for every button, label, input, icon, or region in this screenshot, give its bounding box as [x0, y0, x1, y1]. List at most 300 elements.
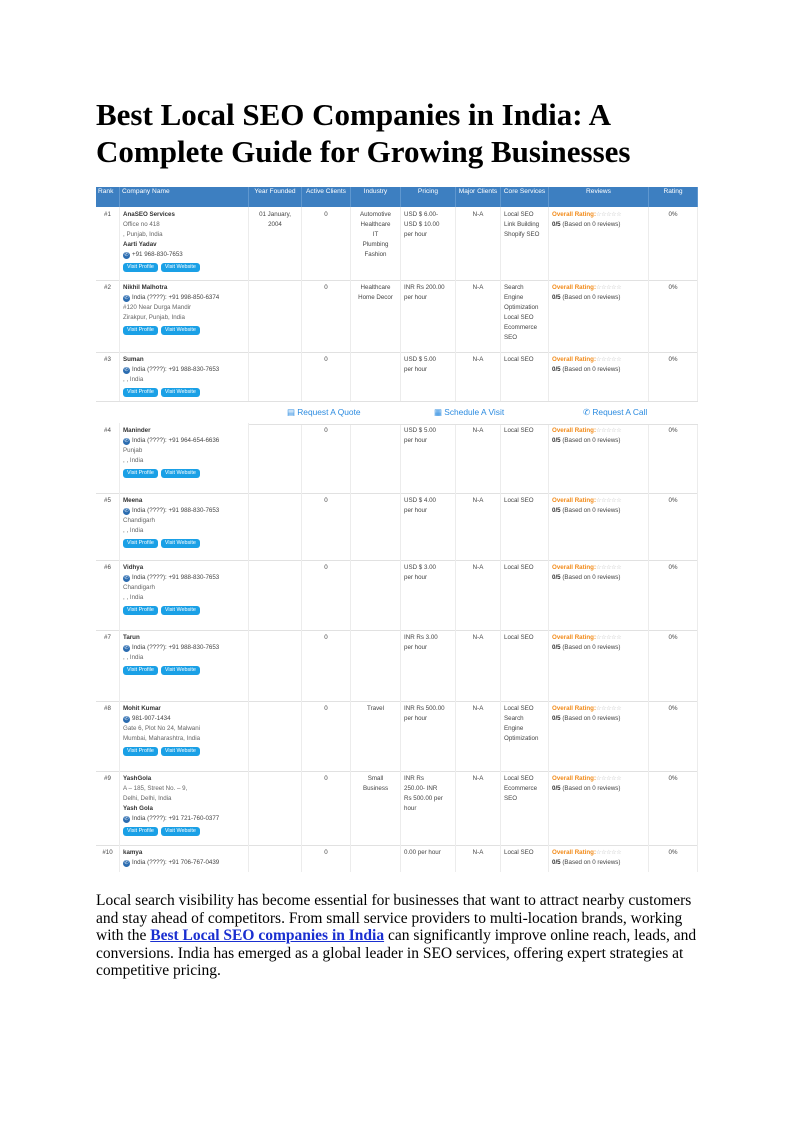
phone-icon: ✆: [124, 251, 129, 258]
phone-icon: ✆: [124, 574, 129, 581]
table-cell: [302, 560, 351, 630]
table-cell: [302, 845, 351, 872]
table-cell: [401, 423, 456, 493]
star-rating-icon: ☆☆☆☆☆: [596, 356, 622, 363]
review-score: 0/5: [552, 221, 561, 228]
table-cell: [649, 701, 698, 771]
rating-percent: 0%: [668, 849, 678, 856]
active-clients: 0: [324, 705, 328, 712]
active-clients: 0: [324, 427, 328, 434]
active-clients: 0: [324, 564, 328, 571]
review-count: (Based on 0 reviews): [562, 294, 621, 301]
core-services: Local SEO: [504, 356, 534, 363]
table-cell: [120, 630, 249, 701]
table-cell: [120, 207, 249, 280]
table-cell: [401, 207, 456, 280]
table-cell: [401, 701, 456, 771]
review-summary: [552, 293, 645, 303]
overall-rating: [552, 704, 645, 714]
table-row: [96, 845, 698, 872]
table-cell: [120, 845, 249, 872]
table-cell: [649, 352, 698, 401]
review-summary: [552, 573, 645, 583]
table-cell: [302, 423, 351, 493]
table-cell: [249, 207, 302, 280]
review-score: 0/5: [552, 644, 561, 651]
phone-number[interactable]: India (????): +91 721-760-0377: [132, 815, 220, 822]
overall-rating-label: Overall Rating:: [552, 211, 597, 218]
table-cell: [302, 352, 351, 401]
major-clients: N-A: [472, 634, 484, 641]
star-rating-icon: ☆☆☆☆☆: [596, 427, 622, 434]
table-cell: [351, 207, 401, 280]
table-cell: [456, 493, 501, 560]
company-name: AnaSEO Services: [123, 211, 175, 218]
table-cell: [549, 207, 649, 280]
header-cell: Rating: [649, 187, 698, 207]
phone-row: [123, 643, 245, 653]
review-summary: [552, 784, 645, 794]
company-name: Suman: [123, 356, 144, 363]
review-count: (Based on 0 reviews): [562, 366, 621, 373]
overall-rating-label: Overall Rating:: [552, 497, 597, 504]
table-cell: [549, 845, 649, 872]
phone-row: [123, 858, 245, 868]
rank: #1: [104, 211, 111, 218]
major-clients: N-A: [472, 705, 484, 712]
table-cell: [249, 701, 302, 771]
visit-website-button[interactable]: Visit Website: [161, 388, 200, 397]
table-cell: [649, 845, 698, 872]
table-row: [96, 207, 698, 281]
rank: #7: [104, 634, 111, 641]
phone-row: [123, 814, 245, 824]
table-cell: [96, 701, 120, 771]
industry: Healthcare Home Decor: [358, 284, 393, 301]
table-cell: [120, 701, 249, 771]
phone-number[interactable]: India (????): +91 988-830-7653: [132, 644, 220, 651]
request-quote-link[interactable]: ▤ Request A Quote: [287, 407, 361, 417]
visit-website-button[interactable]: Visit Website: [161, 263, 200, 272]
table-cell: [549, 630, 649, 701]
table-cell: [96, 845, 120, 872]
review-count: (Based on 0 reviews): [562, 437, 621, 444]
table-cell: [649, 771, 698, 845]
header-cell: Pricing: [401, 187, 456, 207]
table-row: [96, 280, 698, 353]
table-cell: [501, 630, 549, 701]
rating-percent: 0%: [668, 564, 678, 571]
pricing: INR Rs 3.00 per hour: [404, 634, 438, 651]
table-cell: [456, 701, 501, 771]
title-line-1: Best Local SEO Companies in India: A: [96, 97, 612, 132]
schedule-visit-label: Schedule A Visit: [444, 407, 505, 417]
rank: #2: [104, 284, 111, 291]
rank: #5: [104, 497, 111, 504]
active-clients: 0: [324, 775, 328, 782]
table-cell: [456, 207, 501, 280]
rating-percent: 0%: [668, 427, 678, 434]
star-rating-icon: ☆☆☆☆☆: [596, 497, 622, 504]
request-call-label: Request A Call: [592, 407, 648, 417]
button-group: [123, 747, 245, 756]
rating-percent: 0%: [668, 356, 678, 363]
table-cell: [456, 630, 501, 701]
overall-rating: [552, 496, 645, 506]
table-cell: [249, 493, 302, 560]
table-cell: [249, 771, 302, 845]
overall-rating: [552, 848, 645, 858]
table-cell: [96, 352, 120, 401]
table-cell: [120, 352, 249, 401]
visit-website-button[interactable]: Visit Website: [161, 539, 200, 548]
table-cell: [351, 560, 401, 630]
major-clients: N-A: [472, 775, 484, 782]
request-quote-label: Request A Quote: [297, 407, 361, 417]
visit-website-button[interactable]: Visit Website: [161, 827, 200, 836]
phone-icon: ✆: [124, 815, 129, 822]
review-summary: [552, 220, 645, 230]
schedule-visit-link[interactable]: ▦ Schedule A Visit: [434, 407, 505, 417]
overall-rating: [552, 283, 645, 293]
table-cell: [501, 560, 549, 630]
active-clients: 0: [324, 211, 328, 218]
contact-name: Aarti Yadav: [123, 241, 157, 248]
table-cell: [302, 701, 351, 771]
phone-row: [123, 250, 245, 260]
review-summary: [552, 506, 645, 516]
table-cell: [351, 352, 401, 401]
review-score: 0/5: [552, 859, 561, 866]
pricing: USD $ 3.00 per hour: [404, 564, 436, 581]
table-cell: [549, 423, 649, 493]
overall-rating: [552, 774, 645, 784]
phone-number[interactable]: 981-907-1434: [132, 715, 171, 722]
core-services: Local SEO: [504, 634, 534, 641]
table-cell: [649, 280, 698, 352]
major-clients: N-A: [472, 497, 484, 504]
review-count: (Based on 0 reviews): [562, 715, 621, 722]
contact-name: Yash Gola: [123, 805, 153, 812]
visit-profile-button[interactable]: Visit Profile: [123, 326, 158, 335]
phone-icon: ✆: [124, 366, 129, 373]
review-score: 0/5: [552, 574, 561, 581]
visit-website-button[interactable]: Visit Website: [161, 747, 200, 756]
table-cell: [96, 493, 120, 560]
table-cell: [501, 423, 549, 493]
table-cell: [120, 771, 249, 845]
phone-icon: ✆: [124, 437, 129, 444]
visit-profile-button[interactable]: Visit Profile: [123, 747, 158, 756]
overall-rating-label: Overall Rating:: [552, 356, 597, 363]
address-line: Office no 418: [123, 221, 160, 228]
table-cell: [249, 352, 302, 401]
table-cell: [456, 771, 501, 845]
year-founded: 01 January, 2004: [259, 211, 291, 228]
address-line: Chandigarh: [123, 517, 155, 524]
table-cell: [456, 560, 501, 630]
overall-rating-label: Overall Rating:: [552, 284, 597, 291]
request-call-link[interactable]: ✆ Request A Call: [583, 407, 648, 417]
header-cell: Active Clients: [302, 187, 351, 207]
rating-percent: 0%: [668, 211, 678, 218]
pricing: INR Rs 500.00 per hour: [404, 705, 445, 722]
rank: #10: [102, 849, 113, 856]
table-cell: [351, 493, 401, 560]
visit-website-button[interactable]: Visit Website: [161, 666, 200, 675]
button-group: [123, 326, 245, 335]
paragraph-after: can significantly improve online reach, leads, and conversions. India has emerged as a global leader in SEO services, offering expert strategies at competitive pricing.: [96, 927, 697, 980]
button-group: [123, 539, 245, 548]
major-clients: N-A: [472, 211, 484, 218]
address-line: Gate 6, Plot No 24, Malwani: [123, 725, 201, 732]
phone-row: [123, 365, 245, 375]
overall-rating: [552, 210, 645, 220]
table-cell: [501, 280, 549, 352]
industry: Small Business: [362, 775, 389, 792]
overall-rating: [552, 563, 645, 573]
table-cell: [501, 845, 549, 872]
button-group: [123, 388, 245, 397]
star-rating-icon: ☆☆☆☆☆: [596, 849, 622, 856]
address-line: Mumbai, Maharashtra, India: [123, 735, 201, 742]
table-cell: [549, 280, 649, 352]
table-cell: [249, 280, 302, 352]
header-cell: Industry: [351, 187, 401, 207]
company-name: Nikhil Malhotra: [123, 284, 168, 291]
table-cell: [351, 423, 401, 493]
core-services: Search Engine Optimization Local SEO Ecommerce SEO: [504, 284, 539, 341]
phone-number[interactable]: India (????): +91 998-850-6374: [132, 294, 220, 301]
rank: #3: [104, 356, 111, 363]
cta-bar: [249, 401, 698, 425]
table-cell: [120, 423, 249, 493]
visit-website-button[interactable]: Visit Website: [161, 606, 200, 615]
rating-percent: 0%: [668, 705, 678, 712]
table-cell: [351, 630, 401, 701]
phone-row: [123, 573, 245, 583]
table-cell: [649, 493, 698, 560]
phone-number[interactable]: India (????): +91 988-830-7653: [132, 507, 220, 514]
table-cell: [649, 207, 698, 280]
table-cell: [249, 560, 302, 630]
table-cell: [401, 352, 456, 401]
review-score: 0/5: [552, 366, 561, 373]
table-cell: [302, 493, 351, 560]
overall-rating: [552, 633, 645, 643]
visit-profile-button[interactable]: Visit Profile: [123, 469, 158, 478]
active-clients: 0: [324, 634, 328, 641]
overall-rating-label: Overall Rating:: [552, 705, 597, 712]
review-score: 0/5: [552, 294, 561, 301]
review-score: 0/5: [552, 715, 561, 722]
address-line: A – 185, Street No. – 9,: [123, 785, 188, 792]
table-cell: [96, 771, 120, 845]
table-row: [96, 701, 698, 772]
table-cell: [549, 352, 649, 401]
table-cell: [302, 207, 351, 280]
table-cell: [401, 560, 456, 630]
pricing: INR Rs 250.00- INR Rs 500.00 per hour: [404, 775, 443, 812]
visit-website-button[interactable]: Visit Website: [161, 469, 200, 478]
core-services: Local SEO Link Building Shopify SEO: [504, 211, 540, 238]
table-row: [96, 771, 698, 846]
phone-row: [123, 714, 245, 724]
industry: Automotive Healthcare IT Plumbing Fashion: [360, 211, 391, 258]
rank: #6: [104, 564, 111, 571]
phone-number[interactable]: India (????): +91 988-830-7653: [132, 574, 220, 581]
paragraph-before: Local search visibility has become essential for businesses that want to attract nearby customers and stay ahead of competitors. From small service providers to multi-location brands, working with the: [96, 892, 692, 945]
visit-profile-button[interactable]: Visit Profile: [123, 263, 158, 272]
review-count: (Based on 0 reviews): [562, 574, 621, 581]
company-name: Mohit Kumar: [123, 705, 161, 712]
major-clients: N-A: [472, 849, 484, 856]
major-clients: N-A: [472, 564, 484, 571]
table-row: [96, 560, 698, 631]
address-line: , , India: [123, 594, 144, 601]
pricing: 0.00 per hour: [404, 849, 441, 856]
title-line-2: Complete Guide for Growing Businesses: [96, 134, 631, 169]
phone-icon: ✆: [124, 644, 129, 651]
overall-rating-label: Overall Rating:: [552, 775, 597, 782]
phone-row: [123, 436, 245, 446]
table-cell: [456, 280, 501, 352]
button-group: [123, 666, 245, 675]
phone-number[interactable]: India (????): +91 964-654-6636: [132, 437, 220, 444]
overall-rating-label: Overall Rating:: [552, 634, 597, 641]
table-cell: [302, 771, 351, 845]
visit-profile-button[interactable]: Visit Profile: [123, 539, 158, 548]
core-services: Local SEO Ecommerce SEO: [504, 775, 538, 802]
best-local-seo-link[interactable]: Best Local SEO companies in India: [150, 927, 385, 945]
star-rating-icon: ☆☆☆☆☆: [596, 705, 622, 712]
company-name: Tarun: [123, 634, 140, 641]
table-cell: [249, 630, 302, 701]
core-services: Local SEO: [504, 497, 534, 504]
phone-icon: ✆: [124, 507, 129, 514]
visit-profile-button[interactable]: Visit Profile: [123, 388, 158, 397]
table-cell: [401, 493, 456, 560]
review-count: (Based on 0 reviews): [562, 221, 621, 228]
address-line: Chandigarh: [123, 584, 155, 591]
overall-rating-label: Overall Rating:: [552, 564, 597, 571]
phone-number[interactable]: +91 968-830-7653: [132, 251, 183, 258]
pricing: USD $ 5.00 per hour: [404, 427, 436, 444]
button-group: [123, 606, 245, 615]
active-clients: 0: [324, 356, 328, 363]
table-cell: [351, 845, 401, 872]
table-cell: [501, 352, 549, 401]
table-cell: [456, 423, 501, 493]
review-count: (Based on 0 reviews): [562, 785, 621, 792]
address-line: , , India: [123, 376, 144, 383]
table-cell: [649, 423, 698, 493]
visit-profile-button[interactable]: Visit Profile: [123, 606, 158, 615]
table-cell: [120, 280, 249, 352]
active-clients: 0: [324, 497, 328, 504]
review-summary: [552, 436, 645, 446]
active-clients: 0: [324, 284, 328, 291]
table-header: [96, 187, 698, 207]
header-cell: Major Clients: [456, 187, 501, 207]
review-count: (Based on 0 reviews): [562, 644, 621, 651]
industry: Travel: [367, 705, 384, 712]
core-services: Local SEO: [504, 427, 534, 434]
visit-website-button[interactable]: Visit Website: [161, 326, 200, 335]
review-summary: [552, 858, 645, 868]
review-summary: [552, 643, 645, 653]
table-cell: [351, 771, 401, 845]
review-summary: [552, 714, 645, 724]
visit-profile-button[interactable]: Visit Profile: [123, 666, 158, 675]
table-cell: [249, 423, 302, 493]
star-rating-icon: ☆☆☆☆☆: [596, 211, 622, 218]
table-cell: [456, 352, 501, 401]
rank: #8: [104, 705, 111, 712]
rating-percent: 0%: [668, 634, 678, 641]
button-group: [123, 263, 245, 272]
table-cell: [351, 701, 401, 771]
phone-icon: ✆: [124, 715, 129, 722]
table-cell: [501, 207, 549, 280]
table-cell: [302, 630, 351, 701]
star-rating-icon: ☆☆☆☆☆: [596, 634, 622, 641]
table-cell: [302, 280, 351, 352]
company-name: kamya: [123, 849, 143, 856]
address-line: Zirakpur, Punjab, India: [123, 314, 185, 321]
intro-paragraph: [96, 892, 706, 980]
company-name: Maninder: [123, 427, 151, 434]
overall-rating-label: Overall Rating:: [552, 849, 597, 856]
table-cell: [249, 845, 302, 872]
major-clients: N-A: [472, 356, 484, 363]
phone-row: [123, 293, 245, 303]
table-cell: [401, 280, 456, 352]
review-score: 0/5: [552, 437, 561, 444]
table-row: [96, 630, 698, 702]
phone-icon: ✆: [124, 859, 129, 866]
table-cell: [549, 771, 649, 845]
address-line: #120 Near Durga Mandir: [123, 304, 192, 311]
overall-rating-label: Overall Rating:: [552, 427, 597, 434]
review-count: (Based on 0 reviews): [562, 507, 621, 514]
button-group: [123, 469, 245, 478]
phone-number[interactable]: India (????): +91 988-830-7653: [132, 366, 220, 373]
table-cell: [401, 845, 456, 872]
phone-number[interactable]: India (????): +91 706-767-0439: [132, 859, 220, 866]
phone-icon: ✆: [124, 294, 129, 301]
header-cell: Rank: [96, 187, 120, 207]
rank: #9: [104, 775, 111, 782]
rating-percent: 0%: [668, 284, 678, 291]
table-row: [96, 423, 698, 494]
rank: #4: [104, 427, 111, 434]
company-name: YashGola: [123, 775, 152, 782]
table-cell: [351, 280, 401, 352]
companies-table: [96, 187, 698, 872]
company-name: Meena: [123, 497, 143, 504]
table-cell: [456, 845, 501, 872]
visit-profile-button[interactable]: Visit Profile: [123, 827, 158, 836]
address-line: Punjab: [123, 447, 143, 454]
table-cell: [401, 771, 456, 845]
company-name: Vidhya: [123, 564, 144, 571]
pricing: USD $ 5.00 per hour: [404, 356, 436, 373]
pricing: USD $ 4.00 per hour: [404, 497, 436, 514]
rating-percent: 0%: [668, 775, 678, 782]
core-services: Local SEO Search Engine Optimization: [504, 705, 539, 742]
table-cell: [501, 701, 549, 771]
